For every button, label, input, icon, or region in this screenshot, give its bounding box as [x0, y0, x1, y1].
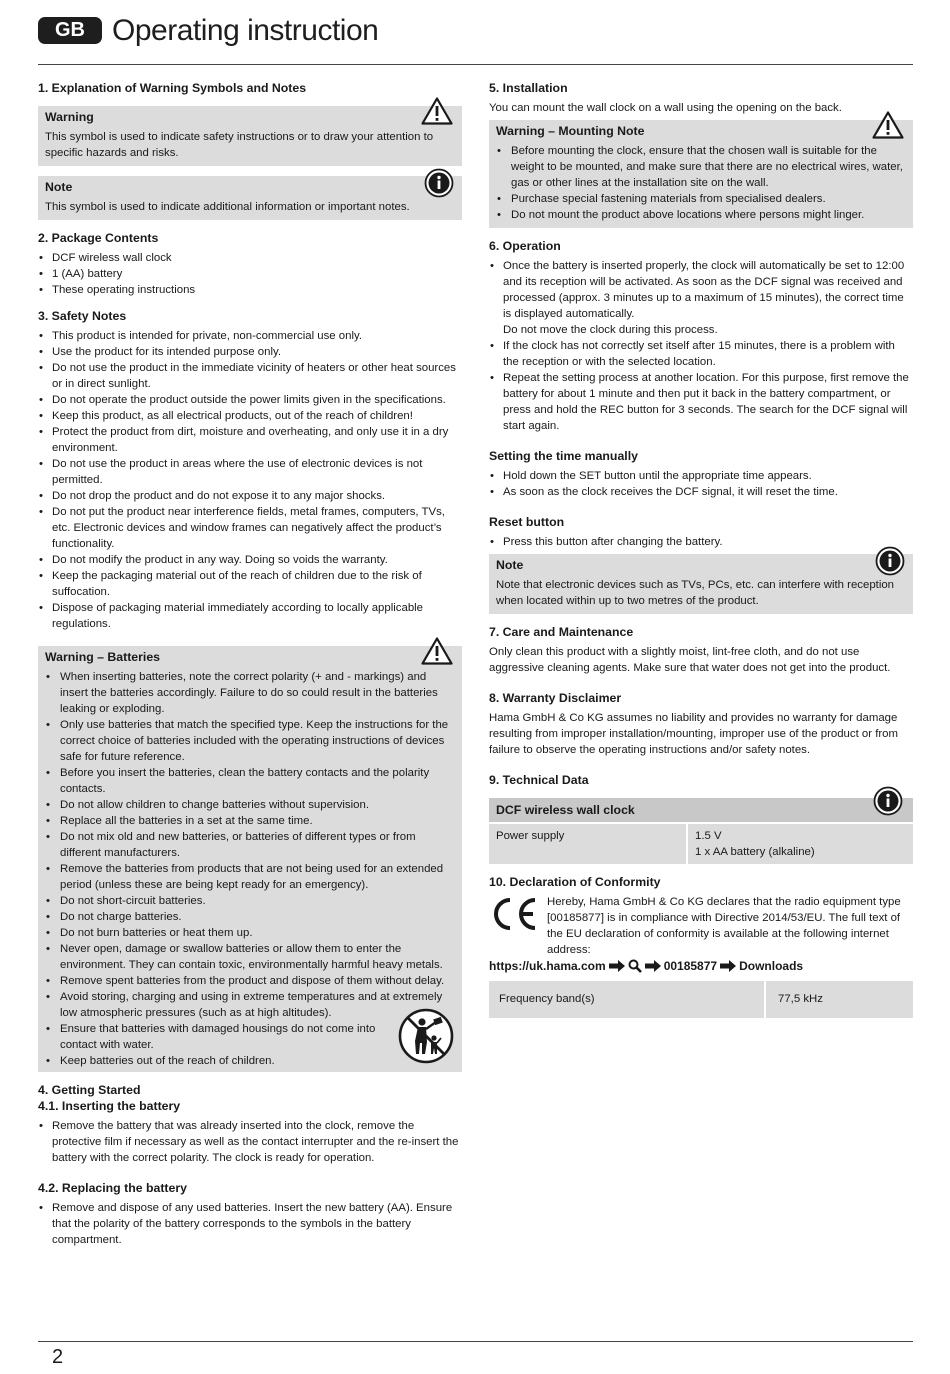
section-4-heading: 4. Getting Started: [38, 1083, 141, 1097]
info-circle-icon: [873, 786, 903, 816]
list-item: • Replace all the batteries in a set at the same time.: [38, 813, 455, 829]
installation-text: You can mount the wall clock on a wall using the opening on the back.: [489, 102, 842, 114]
conformity-block: [489, 894, 913, 958]
list-item: • Do not use the product in the immediate vicinity of heaters or other heat sources or in direct sunlight.: [38, 360, 462, 392]
section-4-2-heading: 4.2. Replacing the battery: [38, 1181, 187, 1195]
technical-data-table: [489, 798, 913, 864]
list-item: • Do not operate the product outside the power limits given in the specifications.: [38, 392, 462, 408]
list-item: [489, 258, 913, 338]
list-item: • Use the product for its intended purpose only.: [38, 344, 462, 360]
list-item: • Never open, damage or swallow batteries or allow them to enter the environment. They can contain toxic, environmentally harmful heavy metals.: [38, 941, 455, 973]
list-item: • Do not modify the product in any way. Doing so voids the warranty.: [38, 552, 462, 568]
mounting-warning-title: Warning – Mounting Note: [496, 124, 645, 138]
list-item: • Before mounting the clock, ensure that the chosen wall is suitable for the weight to be mounted, and make sure that there are no electrical wires, water, gas or other lines at the installation site on the wall.: [489, 143, 906, 191]
list-item: • Repeat the setting process at another location. For this purpose, first remove the battery for about 1 minute and then put it back in the battery compartment, or press and hold the REC button for 3 seconds. The search for the DCF signal will start again.: [489, 370, 913, 434]
arrow-right-icon: [720, 960, 736, 972]
list-item: • Ensure that batteries with damaged housings do not come into contact with water.: [38, 1021, 455, 1053]
list-item: • As soon as the clock receives the DCF signal, it will reset the time.: [489, 484, 913, 500]
list-item: • When inserting batteries, note the correct polarity (+ and - markings) and insert the batteries accordingly. Failure to do so could result in the batteries leaking or exploding.: [38, 669, 455, 717]
list-item: • Remove the batteries from products that are not being used for an extended period (unless these are being kept ready for an emergency).: [38, 861, 455, 893]
warning-box-title: Warning: [45, 110, 94, 124]
list-item: • This product is intended for private, non-commercial use only.: [38, 328, 462, 344]
mounting-warning-list: [489, 143, 906, 223]
info-circle-icon: [875, 546, 905, 576]
list-item: • Keep this product, as all electrical products, out of the reach of children!: [38, 408, 462, 424]
section-8-heading: 8. Warranty Disclaimer: [489, 691, 622, 705]
list-item: • Do not burn batteries or heat them up.: [38, 925, 455, 941]
note-box-title: Note: [45, 180, 73, 194]
list-item: • Press this button after changing the battery.: [489, 534, 913, 550]
reset-button-heading: Reset button: [489, 515, 565, 529]
warning-box-text: This symbol is used to indicate safety instructions or to draw your attention to specific hazards and risks.: [45, 131, 434, 159]
list-item: • Keep batteries out of the reach of children.: [38, 1053, 455, 1069]
inserting-battery-list: [38, 1118, 462, 1166]
list-item: • 1 (AA) battery: [38, 266, 462, 282]
package-contents-list: [38, 250, 462, 298]
magnifier-icon: [628, 959, 642, 973]
list-item: • Remove spent batteries from the product and dispose of them without delay.: [38, 973, 455, 989]
right-column: [489, 80, 913, 1018]
page-header: [38, 12, 913, 50]
child-safety-icon: [398, 1008, 454, 1064]
ce-mark-icon: [489, 896, 539, 932]
battery-warning-box: [38, 646, 462, 1072]
header-divider: [38, 64, 913, 65]
section-2-heading: 2. Package Contents: [38, 231, 159, 245]
replacing-battery-list: [38, 1200, 462, 1248]
list-item: • If the clock has not correctly set itself after 15 minutes, there is a problem with the reception or with the selected location.: [489, 338, 913, 370]
list-item: • Do not mix old and new batteries, or batteries of different types or from different manufacturers.: [38, 829, 455, 861]
list-item: • Only use batteries that match the specified type. Keep the instructions for the correct choice of batteries included with the operating instructions of devices safe for future reference.: [38, 717, 455, 765]
page-title: Operating instruction: [112, 14, 379, 47]
list-item: • Protect the product from dirt, moisture and overheating, and only use it in a dry environment.: [38, 424, 462, 456]
table-row: [489, 823, 913, 864]
list-item: • Do not allow children to change batteries without supervision.: [38, 797, 455, 813]
page-number: 2: [52, 1346, 64, 1368]
footer-divider: [38, 1341, 913, 1342]
hama-url-link[interactable]: https://uk.hama.com: [489, 959, 606, 973]
warning-triangle-icon: [421, 97, 453, 125]
list-item: • Do not use the product in areas where the use of electronic devices is not permitted.: [38, 456, 462, 488]
table-cell-value: [687, 823, 913, 864]
article-number: 00185877: [663, 959, 718, 973]
section-10-heading: 10. Declaration of Conformity: [489, 875, 661, 889]
table-cell-label: Frequency band(s): [489, 981, 765, 1018]
section-6-heading: 6. Operation: [489, 239, 561, 253]
section-3-heading: 3. Safety Notes: [38, 309, 127, 323]
warning-triangle-icon: [421, 637, 453, 665]
section-1-heading: 1. Explanation of Warning Symbols and Notes: [38, 81, 307, 95]
power-voltage: 1.5 V: [695, 830, 722, 842]
list-item: • Purchase special fastening materials from specialised dealers.: [489, 191, 906, 207]
list-item: • Remove and dispose of any used batteries. Insert the new battery (AA). Ensure that the polarity of the battery corresponds to the symbols in the battery compartment.: [38, 1200, 462, 1248]
conformity-text: Hereby, Hama GmbH & Co KG declares that the radio equipment type [00185877] is in compliance with Directive 2014/53/EU. The full text of the EU declaration of conformity is available at the following internet address:: [547, 896, 901, 956]
section-5-heading: 5. Installation: [489, 81, 568, 95]
section-9-heading: 9. Technical Data: [489, 773, 589, 787]
safety-notes-list: [38, 328, 462, 632]
battery-warning-title: Warning – Batteries: [45, 650, 161, 664]
list-item: • Before you insert the batteries, clean the battery contacts and the polarity contacts.: [38, 765, 455, 797]
note-box-title: Note: [496, 558, 524, 572]
power-battery: 1 x AA battery (alkaline): [695, 846, 815, 858]
info-circle-icon: [424, 168, 454, 198]
list-item: • Do not drop the product and do not expose it to any major shocks.: [38, 488, 462, 504]
manual-time-list: [489, 468, 913, 500]
list-item: • These operating instructions: [38, 282, 462, 298]
language-badge: GB: [38, 17, 102, 44]
list-item: • Dispose of packaging material immediately according to locally applicable regulations.: [38, 600, 462, 632]
left-column: [38, 80, 462, 1248]
note-box-text: This symbol is used to indicate additional information or important notes.: [45, 201, 410, 213]
list-item: • Remove the battery that was already inserted into the clock, remove the protective film if necessary as well as the contact interrupter and the re-insert the battery with the correct polarity. The clock is ready for operation.: [38, 1118, 462, 1166]
table-row: [489, 981, 913, 1018]
download-path: [489, 958, 913, 974]
list-item: • Do not put the product near interference fields, metal frames, computers, TVs, etc. Electronic devices and window frames can negatively affect the product’s functionality.: [38, 504, 462, 552]
warning-triangle-icon: [872, 111, 904, 139]
list-item: • Do not short-circuit batteries.: [38, 893, 455, 909]
list-item: • DCF wireless wall clock: [38, 250, 462, 266]
operation-item-text: Once the battery is inserted properly, the clock will automatically be set to 12:00 and its reception will be activated. As soon as the DCF signal was received and processed (approx. 3 minutes up to a maximum of 15 minutes), the correct time is displayed automatically.: [503, 260, 905, 320]
frequency-table: [489, 981, 913, 1018]
operation-list: [489, 258, 913, 434]
reception-note-box: [489, 554, 913, 614]
list-item: • Avoid storing, charging and using in extreme temperatures and at extremely low atmospheric pressures (such as at high altitudes).: [38, 989, 455, 1021]
note-box-text: Note that electronic devices such as TVs, PCs, etc. can interfere with reception when located within up to two metres of the product.: [496, 579, 895, 607]
reset-button-list: [489, 534, 913, 550]
manual-time-heading: Setting the time manually: [489, 449, 638, 463]
list-item: • Keep the packaging material out of the reach of children due to the risk of suffocation.: [38, 568, 462, 600]
mounting-warning-box: [489, 120, 913, 228]
arrow-right-icon: [609, 960, 625, 972]
section-7-heading: 7. Care and Maintenance: [489, 625, 634, 639]
note-symbol-box: [38, 176, 462, 220]
list-item: • Do not mount the product above locations where persons might linger.: [489, 207, 906, 223]
technical-data-wrapper: [489, 798, 913, 864]
list-item: • Hold down the SET button until the appropriate time appears.: [489, 468, 913, 484]
table-title: DCF wireless wall clock: [489, 798, 913, 823]
table-cell-label: Power supply: [489, 823, 687, 864]
table-cell-value: 77,5 kHz: [765, 981, 913, 1018]
section-4-1-heading: 4.1. Inserting the battery: [38, 1099, 181, 1113]
care-text: Only clean this product with a slightly moist, lint-free cloth, and do not use aggressive cleaning agents. Make sure that water does not get into the product.: [489, 646, 891, 674]
operation-item-extra: Do not move the clock during this process.: [503, 324, 718, 336]
list-item: • Do not charge batteries.: [38, 909, 455, 925]
battery-warning-list: [38, 669, 455, 1069]
warning-symbol-box: [38, 106, 462, 166]
downloads-label: Downloads: [739, 959, 804, 973]
arrow-right-icon: [645, 960, 661, 972]
warranty-text: Hama GmbH & Co KG assumes no liability and provides no warranty for damage resulting from improper installation/mounting, improper use of the product or from failure to observe the operating instructions and/or safety notes.: [489, 712, 898, 756]
